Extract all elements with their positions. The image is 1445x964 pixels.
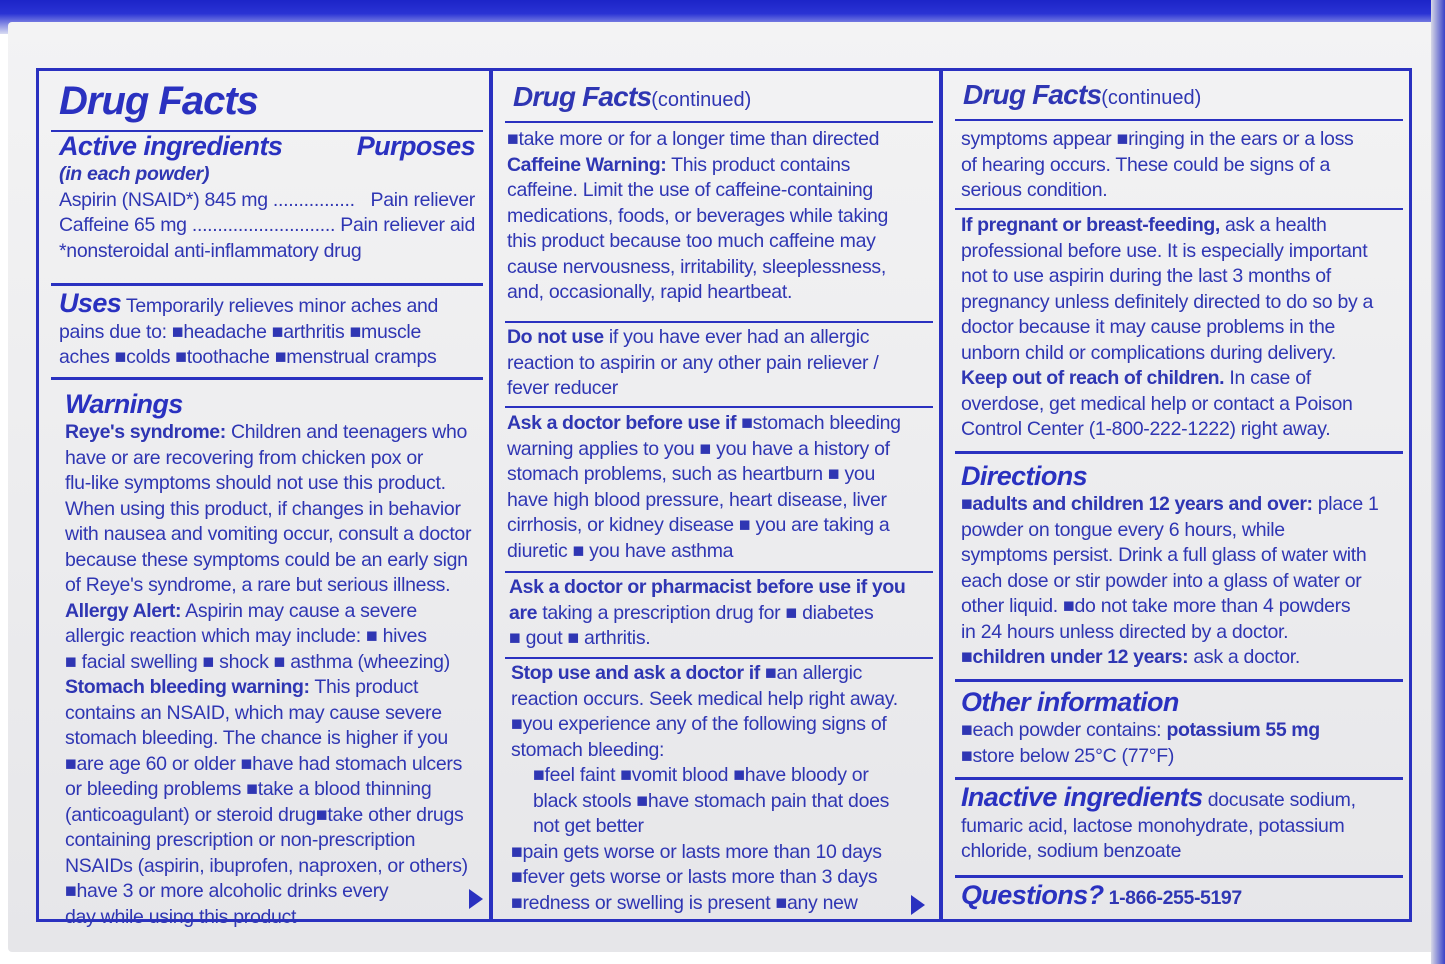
- directions-heading: Directions: [961, 461, 1088, 491]
- continue-arrow-icon: [911, 895, 925, 915]
- uses-section: Uses Temporarily relieves minor aches and pains due to: ■headache ■arthritis ■muscle aches ■colds ■toothache ■menstrual cramps: [59, 288, 439, 368]
- uses-heading: Uses: [59, 288, 122, 318]
- footnote: *nonsteroidal anti-inflammatory drug: [59, 239, 362, 262]
- active-ingredients-section: [39, 131, 489, 264]
- col2-body: ■take more or for a longer time than directed Caffeine Warning: This product contains caffeine. Limit the use of caffeine-containing medications, foods, or beverages while taking this product because too much caffeine may cause nervousness, irritability, sleeplessness, and, occasionally, rapid heartbeat.: [507, 128, 889, 303]
- drug-facts-panel-2: [490, 68, 942, 922]
- other-information-heading: Other information: [961, 687, 1179, 717]
- purposes-heading: Purposes: [356, 131, 475, 161]
- ingredient-row: Aspirin (NSAID*) 845 mg ................ Pain reliever: [59, 188, 475, 211]
- pregnancy-section: If pregnant or breast-feeding, ask a health professional before use. It is especially important not to use aspirin during the last 3 months of pregnancy unless definitely directed to do so by a doctor because it may cause problems in the unborn child or complications during delivery. Keep out of reach of children. In case of overdose, get medical help or contact a Poison Control Center (1-800-222-1222) right away.: [961, 214, 1374, 440]
- phone-number: 1-866-255-5197: [1108, 887, 1242, 909]
- active-ingredients-heading: Active ingredients: [59, 131, 283, 161]
- drug-facts-title: Drug Facts: [59, 79, 258, 123]
- drug-facts-continued-title: Drug Facts(continued): [963, 79, 1202, 110]
- continue-arrow-icon: [469, 889, 483, 909]
- ask-doctor-section: Ask a doctor before use if ■stomach bleeding warning applies to you ■ you have a history of stomach problems, such as heartburn ■ you have high blood pressure, heart disease, liver cirrhosis, or kidney disease ■ you are taking a diuretic ■ you have asthma: [507, 412, 901, 562]
- other-information-section: Other information ■each powder contains: potassium 55 mg ■store below 25°C (77°F): [943, 687, 1409, 769]
- ingredient-row: Caffeine 65 mg ............................ Pain reliever aid: [59, 214, 475, 236]
- inactive-ingredients-heading: Inactive ingredients: [961, 782, 1203, 812]
- drug-facts-continued-title: Drug Facts(continued): [513, 81, 752, 112]
- active-sub: (in each powder): [59, 163, 210, 185]
- stop-use-section: Stop use and ask a doctor if ■an allergic reaction occurs. Seek medical help right away. ■you experience any of the following signs of stomach bleeding: ■feel faint ■vomit blood ■have bloody or black stools ■have stomach pain that does not get better ■pain gets worse or lasts more than 10 days ■fever gets worse or lasts more than 3 days ■redness or swelling is present ■any new: [511, 662, 898, 914]
- questions-heading: Questions?: [961, 880, 1104, 910]
- warnings-section: Warnings Reye's syndrome: Children and teenagers who have or are recovering from chicken pox or flu-like symptoms should not use this product. When using this product, if changes in behavior with nausea and vomiting occur, consult a doctor because these symptoms could be an early sign of Reye's syndrome, a rare but serious illness. Allergy Alert: Aspirin may cause a severe allergic reaction which may include: ■ hives ■ facial swelling ■ shock ■ asthma (wheezing) Stomach bleeding warning: This product contains an NSAID, which may cause severe stomach bleeding. The chance is higher if you ■are age 60 or older ■have had stomach ulcers or bleeding problems ■take a blood thinning (anticoagulant) or steroid drug■take other drugs containing prescription or non-prescription NSAIDs (aspirin, ibuprofen, naproxen, or others) ■have 3 or more alcoholic drinks every day while using this product: [39, 389, 489, 930]
- directions-section: Directions ■adults and children 12 years and over: place 1 powder on tongue every 6 hours, while symptoms persist. Drink a full glass of water with each dose or stir powder into a glass of water or other liquid. ■do not take more than 4 powders in 24 hours unless directed by a doctor. ■children under 12 years: ask a doctor.: [943, 461, 1409, 671]
- inactive-ingredients-section: Inactive ingredients docusate sodium, fumaric acid, lactose monohydrate, potassium chloride, sodium benzoate: [961, 782, 1356, 862]
- drug-facts-panel-1: [36, 68, 492, 928]
- questions-section: [943, 880, 1409, 912]
- col3-intro: symptoms appear ■ringing in the ears or a loss of hearing occurs. These could be signs of a serious condition.: [961, 128, 1354, 201]
- box-right-edge: [1431, 0, 1445, 964]
- warnings-heading: Warnings: [65, 389, 183, 419]
- drug-facts-panel-3: [940, 68, 1412, 922]
- do-not-use-section: Do not use if you have ever had an allergic reaction to aspirin or any other pain reliever / fever reducer: [507, 326, 879, 399]
- ask-pharmacist-section: Ask a doctor or pharmacist before use if you are taking a prescription drug for ■ diabetes ■ gout ■ arthritis.: [509, 576, 906, 649]
